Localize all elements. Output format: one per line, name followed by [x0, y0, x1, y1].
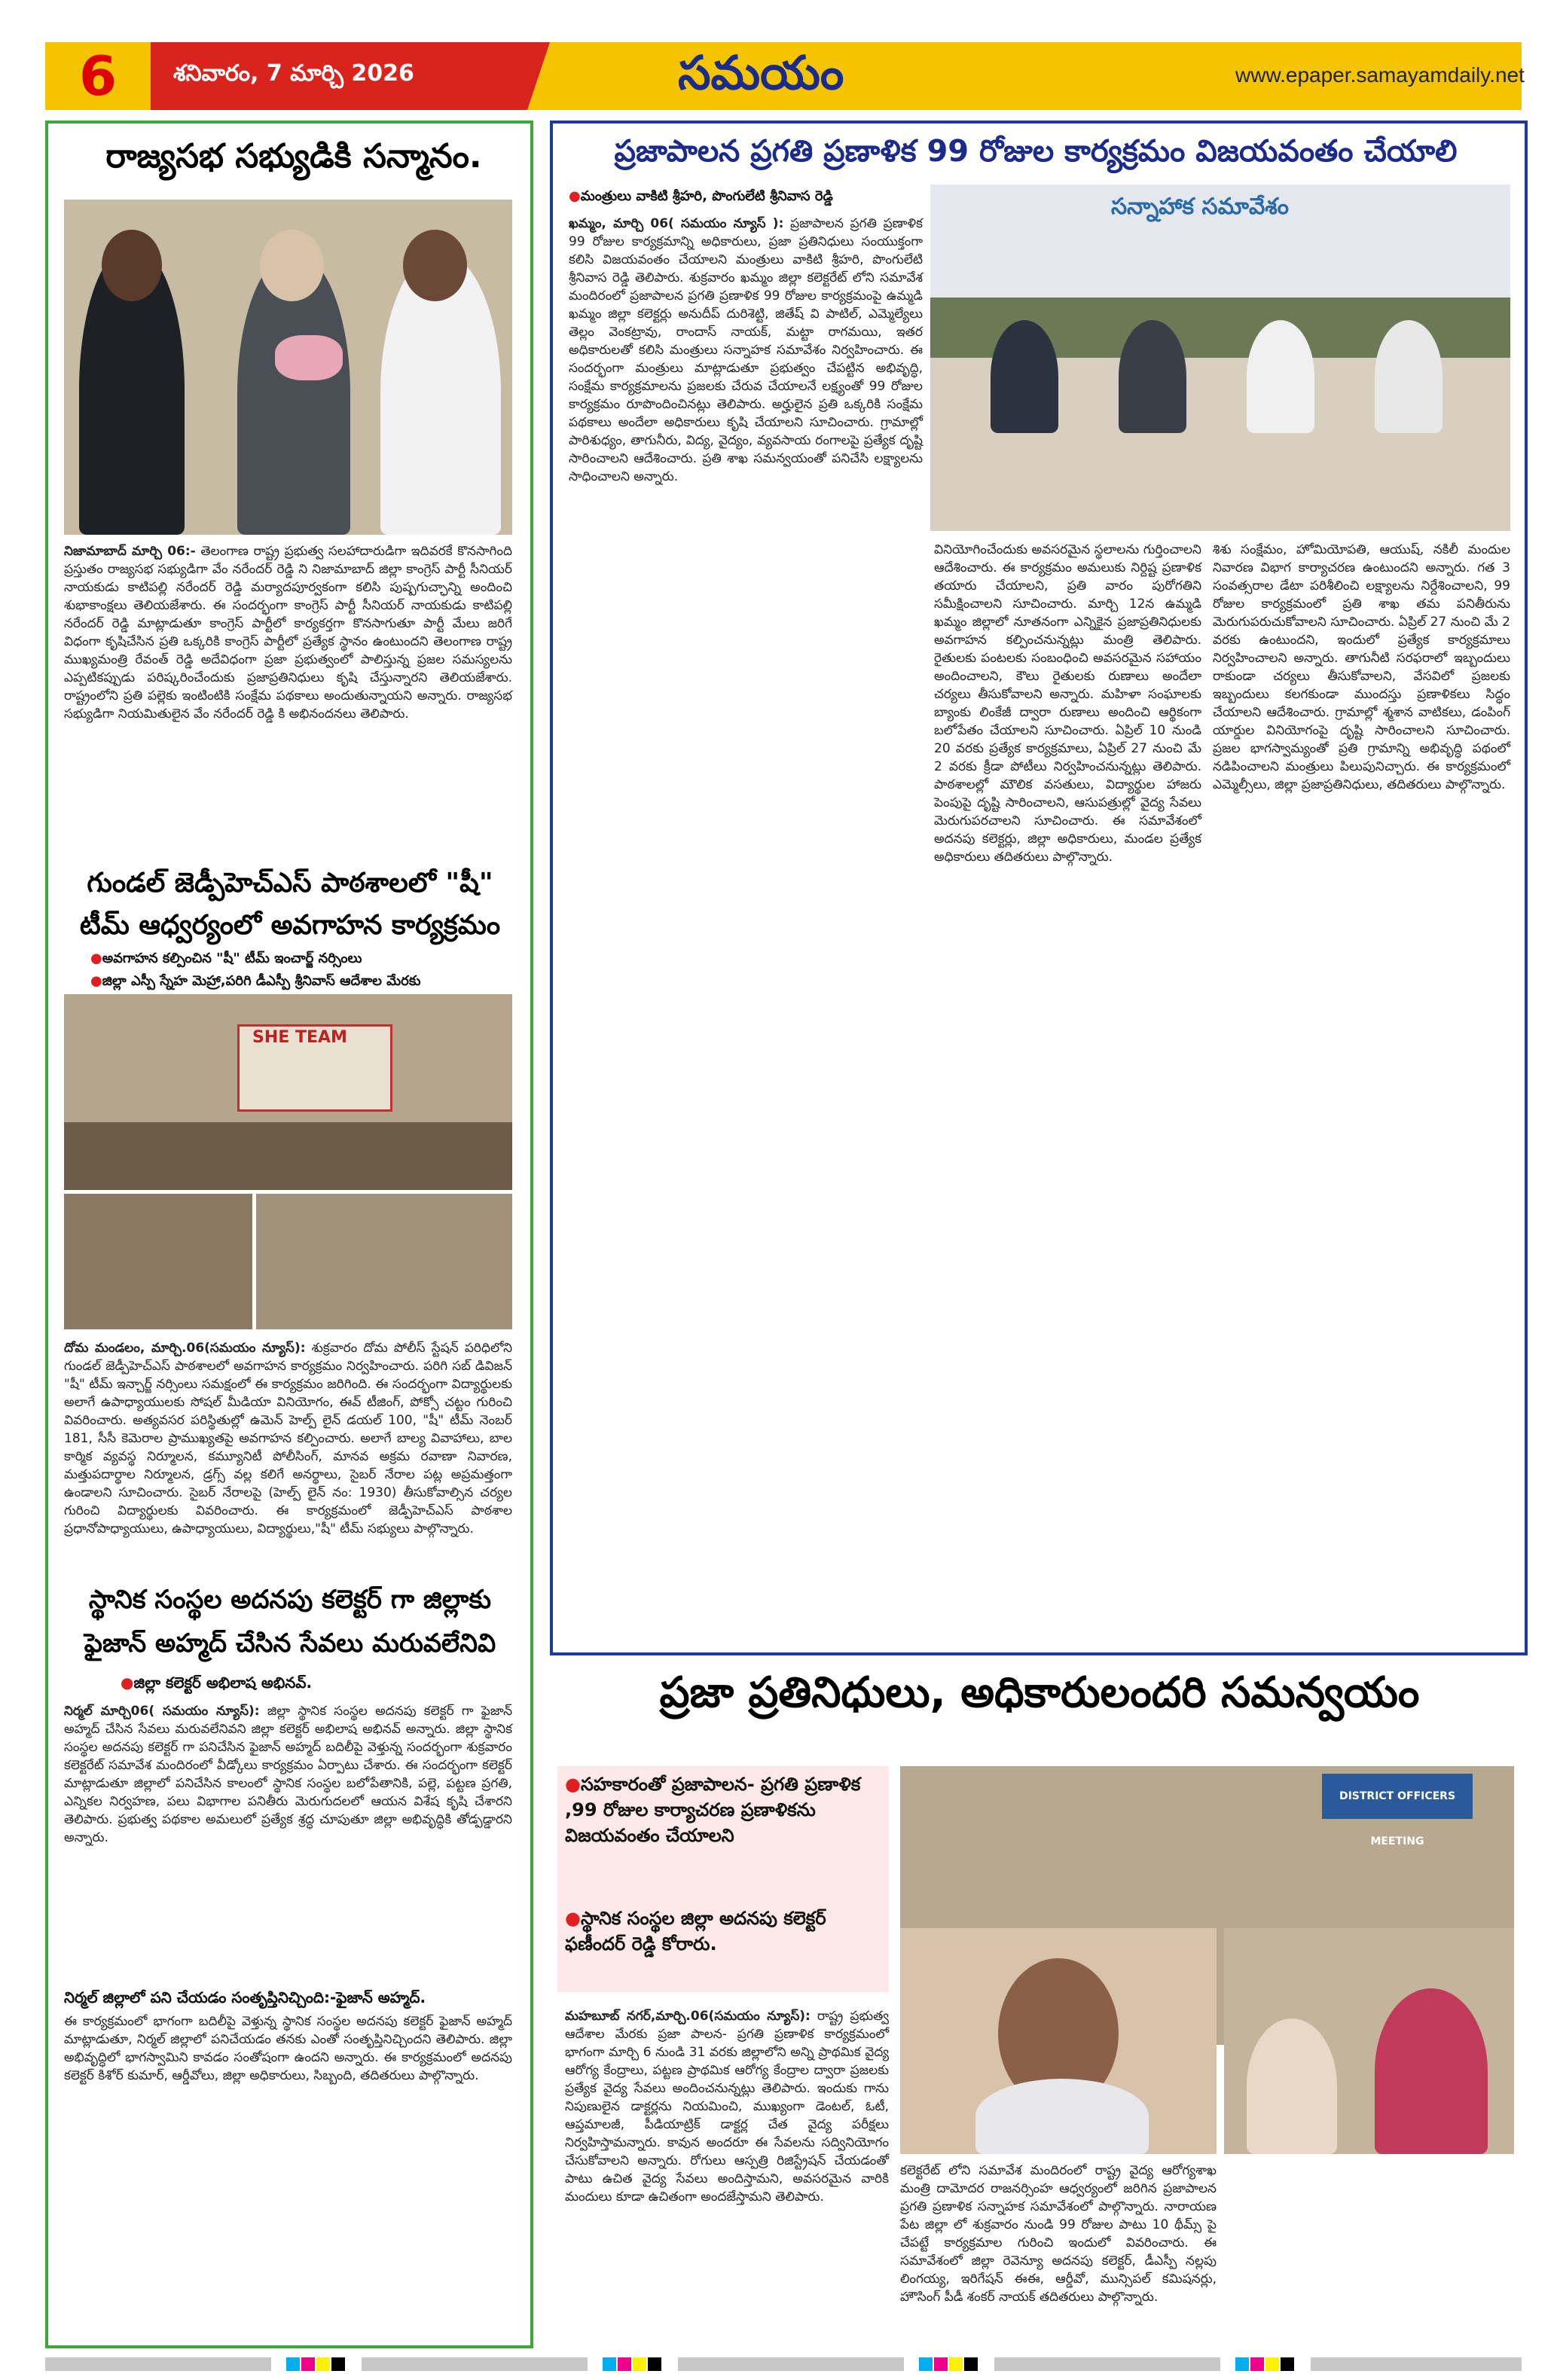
- story1-headline: రాజ్యసభ సభ్యుడికి సన్మానం.: [105, 137, 482, 175]
- cmyk-black-3: [964, 2357, 978, 2371]
- cmyk-cyan: [286, 2357, 300, 2371]
- cmyk-yellow: [316, 2357, 330, 2371]
- official-portrait-photo: [900, 1928, 1217, 2154]
- second-bullet-1: ● సహకారంతో ప్రజాపాలన- ప్రగతి ప్రణాళిక ,99 రోజుల కార్యాచరణ ప్రణాళికను విజయవంతం చేయాలని: [565, 1771, 881, 1848]
- second-body-col2: కలెక్టరేట్ లోని సమావేశ మందిరంలో రాష్ట్ర వైద్య ఆరోగ్యశాఖ మంత్రి దామోదర రాజనర్సింహ ఆధ్వర్యంలో జరిగిన ప్రజాపాలన ప్రగతి ప్రణాళిక సన్నాహక సమావేశంలో పాల్గొన్నారు. నారాయణ పేట జిల్లా లో శుక్రవారం నుండి 99 రోజుల పాటు 10 థీమ్స్ పై చేపట్టే కార్యక్రమాల గురించి ఇందులో వివరించారు. ఈ సమావేశంలో జిల్లా రెవెన్యూ అదనపు కలెక్టర్, డీఎస్పీ నల్లపు లింగయ్య, ఇరిగేషన్ ఈఈ, ఆర్డీవో, మున్సిపల్ కమిషనర్లు, హౌసింగ్ పీడీ శంకర్ నాయక్ తదితరులు పాల్గొన్నారు.: [900, 2163, 1217, 2305]
- second-headline: ప్రజా ప్రతినిధులు, అధికారులందరి సమన్వయం: [659, 1668, 1420, 1717]
- lead-body-col1: [569, 215, 923, 486]
- print-registration-strip-1: [45, 2357, 271, 2371]
- she-team-photo-students-right: [256, 1194, 512, 1329]
- story2-bullet-1: ● అవగాహన కల్పించిన "షీ" టీమ్ ఇంచార్జ్ నర్సింలు: [90, 950, 512, 969]
- story3-headline: స్థానిక సంస్థల అదనపు కలెక్టర్ గా జిల్లాకు ఫైజాన్ అహ్మద్ చేసిన సేవలు మరువలేనివి: [84, 1585, 496, 1658]
- lead-headline: ప్రజాపాలన ప్రగతి ప్రణాళిక 99 రోజుల కార్యక్రమం విజయవంతం చేయాలి: [614, 134, 1458, 169]
- cmyk-magenta-4: [1250, 2357, 1264, 2371]
- website-link[interactable]: www.epaper.samayamdaily.net: [1235, 63, 1525, 87]
- cmyk-yellow-4: [1265, 2357, 1279, 2371]
- cmyk-black-4: [1281, 2357, 1294, 2371]
- medical-camp-photo: [1224, 1928, 1514, 2154]
- story2-dateline: దోమ మండలం, మార్చి.06(సమయం న్యూస్):: [64, 1341, 306, 1356]
- story3-dateline: నిర్మల్ మార్చి06( సమయం న్యూస్):: [64, 1704, 260, 1719]
- cmyk-black: [331, 2357, 345, 2371]
- meeting-hall-banner: DISTRICT OFFICERS MEETING: [1322, 1774, 1473, 1819]
- issue-date: శనివారం, 7 మార్చి 2026: [173, 60, 414, 87]
- cmyk-black-2: [648, 2357, 661, 2371]
- story1-body: [64, 542, 512, 723]
- print-registration-strip-2: [362, 2357, 588, 2371]
- cmyk-magenta-2: [618, 2357, 631, 2371]
- newspaper-brand: సమయం: [678, 45, 844, 100]
- print-registration-strip-4: [994, 2357, 1220, 2371]
- review-meeting-photo: [930, 185, 1510, 531]
- story3-bullet-1: ● జిల్లా కలెక్టర్ అభిలాష అభినవ్.: [121, 1674, 512, 1695]
- cmyk-yellow-2: [633, 2357, 646, 2371]
- lead-bullet-1: ● మంత్రులు వాకిటి శ్రీహరి, పొంగులేటి శ్రీనివాస రెడ్డి: [569, 188, 923, 207]
- lead-text-1: ప్రజాపాలన ప్రగతి ప్రణాళిక 99 రోజుల కార్యక్రమాన్ని అధికారులు, ప్రజా ప్రతినిధులు సంయుక్తంగా కలిసి విజయవంతం చేయాలని మంత్రులు వాకిటి శ్రీహరి, పొంగులేటి శ్రీనివాస రెడ్డి తెలిపారు. శుక్రవారం ఖమ్మం జిల్లా కలెక్టరేట్ లోని సమావేశ మందిరంలో ప్రజాపాలన ప్రగతి ప్రణాళిక 99 రోజుల కార్యక్రమంపై ఉమ్మడి ఖమ్మం జిల్లా కలెక్టర్లు అనుదీప్ దురిశెట్టి, జితేష్ వి పాటిల్, ఎమ్మెల్యేలు తెల్లం వెంకట్రావు, రాందాస్ నాయక్, మట్టా రాగమయి, ఇతర అధికారులతో కలిసి మంత్రులు సన్నాహక సమావేశం నిర్వహించారు. ఈ సందర్భంగా మంత్రులు మాట్లాడుతూ ప్రభుత్వం చేపట్టిన అభివృద్ధి, సంక్షేమ కార్యక్రమాలను ప్రజలకు చేరువ చేయాలనే లక్ష్యంతో 99 రోజుల కార్యక్రమం రూపొందించినట్లు తెలిపారు. అర్హులైన ప్రతి ఒక్కరికి సంక్షేమ పథకాలు అందేలా అధికారులు కృషి చేయాలని సూచించారు. గ్రామాల్లో పారిశుధ్యం, తాగునీరు, విద్య, వైద్యం, వ్యవసాయ రంగాలపై ప్రత్యేక దృష్టి సారించాలని ఆదేశించారు. ప్రతి శాఖ సమన్వయంతో పనిచేసి లక్ష్యాలను సాధించాలని అన్నారు.: [569, 216, 924, 484]
- cmyk-magenta: [301, 2357, 315, 2371]
- felicitation-photo: [64, 200, 512, 535]
- she-team-banner: SHE TEAM: [252, 1028, 347, 1047]
- she-team-photo-students-left: [64, 1194, 252, 1329]
- story2-text: శుక్రవారం దోమ పోలీస్ స్టేషన్ పరిధిలోని గుండల్ జెడ్పీహెచ్ఎస్ పాఠశాలలో అవగాహన కార్యక్రమం నిర్వహించారు. పరిగి సబ్ డివిజన్ "షీ" టీమ్ ఇన్చార్జ్ నర్సింలు సమక్షంలో ఈ కార్యక్రమం జరిగింది. ఈ సందర్భంగా విద్యార్థులకు అలాగే ఉపాధ్యాయులకు సోషల్ మీడియా వినియోగం, ఈవ్ టీజింగ్, పోక్సో చట్టం గురించి వివరించారు. అత్యవసర పరిస్థితుల్లో ఉమెన్ హెల్ప్ లైన్ డయల్ 100, "షీ" టీమ్ నెంబర్ 181, సీసీ కెమెరాల ప్రాముఖ్యతపై అవగాహన కల్పించారు. అలాగే బాల్య వివాహాలు, బాల కార్మిక వ్యవస్థ నిర్మూలన, కమ్యూనిటీ పోలీసింగ్, మానవ అక్రమ రవాణా నివారణ, మత్తుపదార్థాల నిర్మూలన, డ్రగ్స్ వల్ల కలిగే అనర్థాలు, సైబర్ నేరాల పట్ల అప్రమత్తంగా ఉండాలని సూచించారు. సైబర్ నేరాలపై (హెల్ప్ లైన్ నం: 1930) తీసుకోవాల్సిన చర్యల గురించి విద్యార్థులకు వివరించారు. ఈ కార్యక్రమంలో జెడ్పీహెచ్ఎస్ పాఠశాల ప్రధానోపాధ్యాయులు, ఉపాధ్యాయులు, విద్యార్థులు,"షీ" టీమ్ సభ్యులు పాల్గొన్నారు.: [64, 1341, 513, 1536]
- she-team-photo-top: [64, 994, 512, 1190]
- page-number: 6: [45, 42, 151, 110]
- story2-body: [64, 1339, 512, 1538]
- meeting-banner-text: సన్నాహాక సమావేశం: [1111, 194, 1289, 220]
- second-body-col1: [565, 2007, 889, 2206]
- cmyk-cyan-3: [919, 2357, 933, 2371]
- story3-subhead: నిర్మల్ జిల్లాలో పని చేయడం సంతృప్తినిచ్చింది:-ఫైజాన్ అహ్మద్.: [64, 1988, 426, 2006]
- cmyk-cyan-2: [603, 2357, 616, 2371]
- story2-headline: గుండల్ జెడ్పీహెచ్ఎస్ పాఠశాలలో "షీ" టీమ్ ఆధ్వర్యంలో అవగాహన కార్యక్రమం: [79, 868, 501, 941]
- lead-body-col3: శిశు సంక్షేమం, హోమియోపతి, ఆయుష్, నకిలీ మందుల నివారణ విభాగ కార్యాచరణ ఉంటుందని అన్నారు. గత 3 సంవత్సరాల డేటా పరిశీలించి లక్ష్యాలను నిర్దేశించాలని, 99 రోజుల కార్యక్రమంలో ప్రతి శాఖ తమ పనితీరును మెరుగుపరుచుకోవాలని సూచించారు. ఏప్రిల్ 27 నుంచి మే 2 వరకు ఉంటుందని, ఇందులో ప్రత్యేక కార్యక్రమాలు నిర్వహించాలని అన్నారు. తాగునీటి సరఫరాలో ఇబ్బందులు రాకుండా చర్యలు తీసుకోవాలని, వేసవిలో ప్రజలకు ఇబ్బందులు కలగకుండా ముందస్తు ప్రణాళికలు సిద్ధం చేయాలని ఆదేశించారు. గ్రామాల్లో శ్మశాన వాటికలు, డంపింగ్ యార్డుల వినియోగంపై దృష్టి సారించాలని సూచించారు. ప్రజల భాగస్వామ్యంతో ప్రతి గ్రామాన్ని అభివృద్ధి పథంలో నడిపించాలని మంత్రులు పిలుపునిచ్చారు. ఈ కార్యక్రమంలో ఎమ్మెల్సీలు, జిల్లా ప్రజాప్రతినిధులు, తదితరులు పాల్గొన్నారు.: [1213, 542, 1510, 792]
- second-text-1: రాష్ట్ర ప్రభుత్వ ఆదేశాల మేరకు ప్రజా పాలన- ప్రగతి ప్రణాళిక కార్యక్రమంలో భాగంగా మార్చి 6 నుండి 31 వరకు జిల్లాలోని అన్ని ప్రాథమిక వైద్య ఆరోగ్య కేంద్రాలు, పట్టణ ప్రాథమిక ఆరోగ్య కేంద్రాల ద్వారా ప్రజలకు ప్రత్యేక వైద్య సేవలు అందించనున్నట్లు తెలిపారు. ఇందుకు గాను నిపుణులైన డాక్టర్లను నియమించి, ముఖ్యంగా డెంటల్, ఓటీ, ఆప్తమాలజీ, పీడియాట్రిక్ డాక్టర్ల చేత వైద్య పరీక్షలు నిర్వహిస్తామన్నారు. కావున అందరూ ఈ సేవలను సద్వినియోగం చేసుకోవాలని అన్నారు. రోగులు ఆస్పత్రి రిజిస్ట్రేషన్ చేయడంతో పాటు ఉచిత వైద్య సేవలు అందిస్తామని, అవసరమైన వారికి మందులు కూడా ఉచితంగా అందజేస్తామని తెలిపారు.: [565, 2009, 890, 2205]
- story3-body: [64, 1702, 512, 1847]
- story2-bullet-2: ● జిల్లా ఎస్పీ స్నేహ మెహ్రా,పరిగి డీఎస్పీ శ్రీనివాస్ ఆదేశాల మేరకు: [90, 973, 512, 992]
- lead-body-col2: వినియోగించేందుకు అవసరమైన స్థలాలను గుర్తించాలని ఆదేశించారు. ఈ కార్యక్రమం అమలుకు నిర్దిష్ట ప్రణాళిక తయారు చేయాలని, ప్రతి వారం పురోగతిని సమీక్షించాలని సూచించారు. మార్చి 12న ఉమ్మడి ఖమ్మం జిల్లాలో నూతనంగా ఎన్నికైన ప్రజాప్రతినిధులకు అవగాహన కల్పించనున్నట్లు మంత్రి తెలిపారు. రైతులకు పంటలకు సంబంధించి అవసరమైన సహాయం అందించాలని, కౌలు రైతులకు రుణాలు అందేలా చర్యలు తీసుకోవాలని అన్నారు. మహిళా సంఘాలకు బ్యాంకు లింకేజీ ద్వారా రుణాలు అందించి ఆర్థికంగా బలోపేతం చేయాలని సూచించారు. ఏప్రిల్ 10 నుండి 20 వరకు ప్రత్యేక కార్యక్రమాలు, ఏప్రిల్ 27 నుంచి మే 2 వరకు క్రీడా పోటీలు నిర్వహించనున్నట్లు తెలిపారు. పాఠశాలల్లో మౌలిక వసతులు, విద్యార్థుల హాజరు పెంపుపై దృష్టి సారించాలని, ఆసుపత్రుల్లో వైద్య సేవలు మెరుగుపరచాలని సూచించారు. ఈ సమావేశంలో అదనపు కలెక్టర్లు, జిల్లా అధికారులు, మండల ప్రత్యేక అధికారులు తదితరులు పాల్గొన్నారు.: [934, 542, 1201, 865]
- second-bullet-2: ● స్థానిక సంస్థల జిల్లా అదనపు కలెక్టర్ ఫణీందర్ రెడ్డి కోరారు.: [565, 1906, 881, 1957]
- second-dateline: మహబూబ్ నగర్,మార్చి.06(సమయం న్యూస్):: [565, 2009, 811, 2024]
- story3-text: జిల్లా స్థానిక సంస్థల అదనపు కలెక్టర్ గా ఫైజాన్ అహ్మద్ చేసిన సేవలు మరువలేనివని జిల్లా కలెక్టర్ అభిలాష అభినవ్ అన్నారు. జిల్లా స్థానిక సంస్థల అదనపు కలెక్టర్ గా పనిచేసిన ఫైజాన్ అహ్మద్ బదిలీపై వెళ్తున్న సందర్భంగా శుక్రవారం కలెక్టరేట్ సమావేశ మందిరంలో వీడ్కోలు కార్యక్రమం ఏర్పాటు చేశారు. ఈ సందర్భంగా కలెక్టర్ మాట్లాడుతూ జిల్లాలో పనిచేసిన కాలంలో స్థానిక సంస్థల బలోపేతానికి, పల్లె, పట్టణ ప్రగతి, ఎన్నికల నిర్వహణ, పలు విభాగాల పనితీరు మెరుగుదలలో ఆయన విశేష కృషి చేశారని తెలిపారు. ప్రభుత్వ పథకాల అమలులో ప్రత్యేక శ్రద్ధ చూపుతూ జిల్లా అభివృద్ధికి తోడ్పడ్డారని అన్నారు.: [64, 1704, 513, 1845]
- cmyk-cyan-4: [1235, 2357, 1249, 2371]
- lead-dateline: ఖమ్మం, మార్చి 06( సమయం న్యూస్ ):: [569, 216, 784, 231]
- cmyk-magenta-3: [934, 2357, 948, 2371]
- print-registration-strip-3: [678, 2357, 904, 2371]
- story1-text: తెలంగాణ రాష్ట్ర ప్రభుత్వ సలహాదారుడిగా ఇదివరకే కొనసాగింది ప్రస్తుతం రాజ్యసభ సభ్యుడిగా వేం నరేందర్ రెడ్డి ని నిజామాబాద్ జిల్లా కాంగ్రెస్ పార్టీ సీనియర్ నాయకుడు కాటిపల్లి నరేందర్ రెడ్డి మర్యాదపూర్వకంగా కలిసి పుష్పగుచ్ఛాన్ని అందించి శుభాకాంక్షలు తెలియజేశారు. ఈ సందర్భంగా కాంగ్రెస్ పార్టీ సీనియర్ నాయకుడు కాటిపల్లి నరేందర్ రెడ్డి మాట్లాడుతూ కాంగ్రెస్ పార్టీలో కార్యకర్తగా కొనసాగుతూ పార్టీ మేలు జరిగే విధంగా కృషిచేసిన ప్రతి ఒక్కరికి కాంగ్రెస్ పార్టీలో ప్రత్యేక స్థానం ఉంటుందని తెలంగాణ రాష్ట్ర ముఖ్యమంత్రి రేవంత్ రెడ్డి అదేవిధంగా ప్రజా ప్రభుత్వంలో పాలిస్తున్న ప్రజల సమస్యలను ఎప్పటికప్పుడు పరిష్కరించేందుకు ప్రజాప్రతినిధులు కృషి చేస్తున్నారని తెలియజేశారు. రాష్ట్రంలోని ప్రతి పల్లెకు ఇంటింటికి సంక్షేమ పథకాలు అందుతున్నాయని అన్నారు. రాజ్యసభ సభ్యుడిగా నియమితులైన వేం నరేందర్ రెడ్డి కి అభినందనలు తెలిపారు.: [64, 544, 512, 722]
- story3-body-2: ఈ కార్యక్రమంలో భాగంగా బదిలీపై వెళ్తున్న స్థానిక సంస్థల అదనపు కలెక్టర్ ఫైజాన్ అహ్మద్ మాట్లాడుతూ, నిర్మల్ జిల్లాలో పనిచేయడం తనకు ఎంతో సంతృప్తినిచ్చిందని తెలిపారు. జిల్లా అభివృద్ధిలో భాగస్వామిని కావడం సంతోషంగా ఉందని అన్నారు. ఈ కార్యక్రమంలో అదనపు కలెక్టర్ కిశోర్ కుమార్, ఆర్డీవోలు, జిల్లా అధికారులు, సిబ్బంది, తదితరులు పాల్గొన్నారు.: [64, 2014, 512, 2083]
- cmyk-yellow-3: [949, 2357, 963, 2371]
- story1-dateline: నిజామాబాద్ మార్చి 06:-: [64, 544, 196, 559]
- print-registration-strip-5: [1311, 2357, 1522, 2371]
